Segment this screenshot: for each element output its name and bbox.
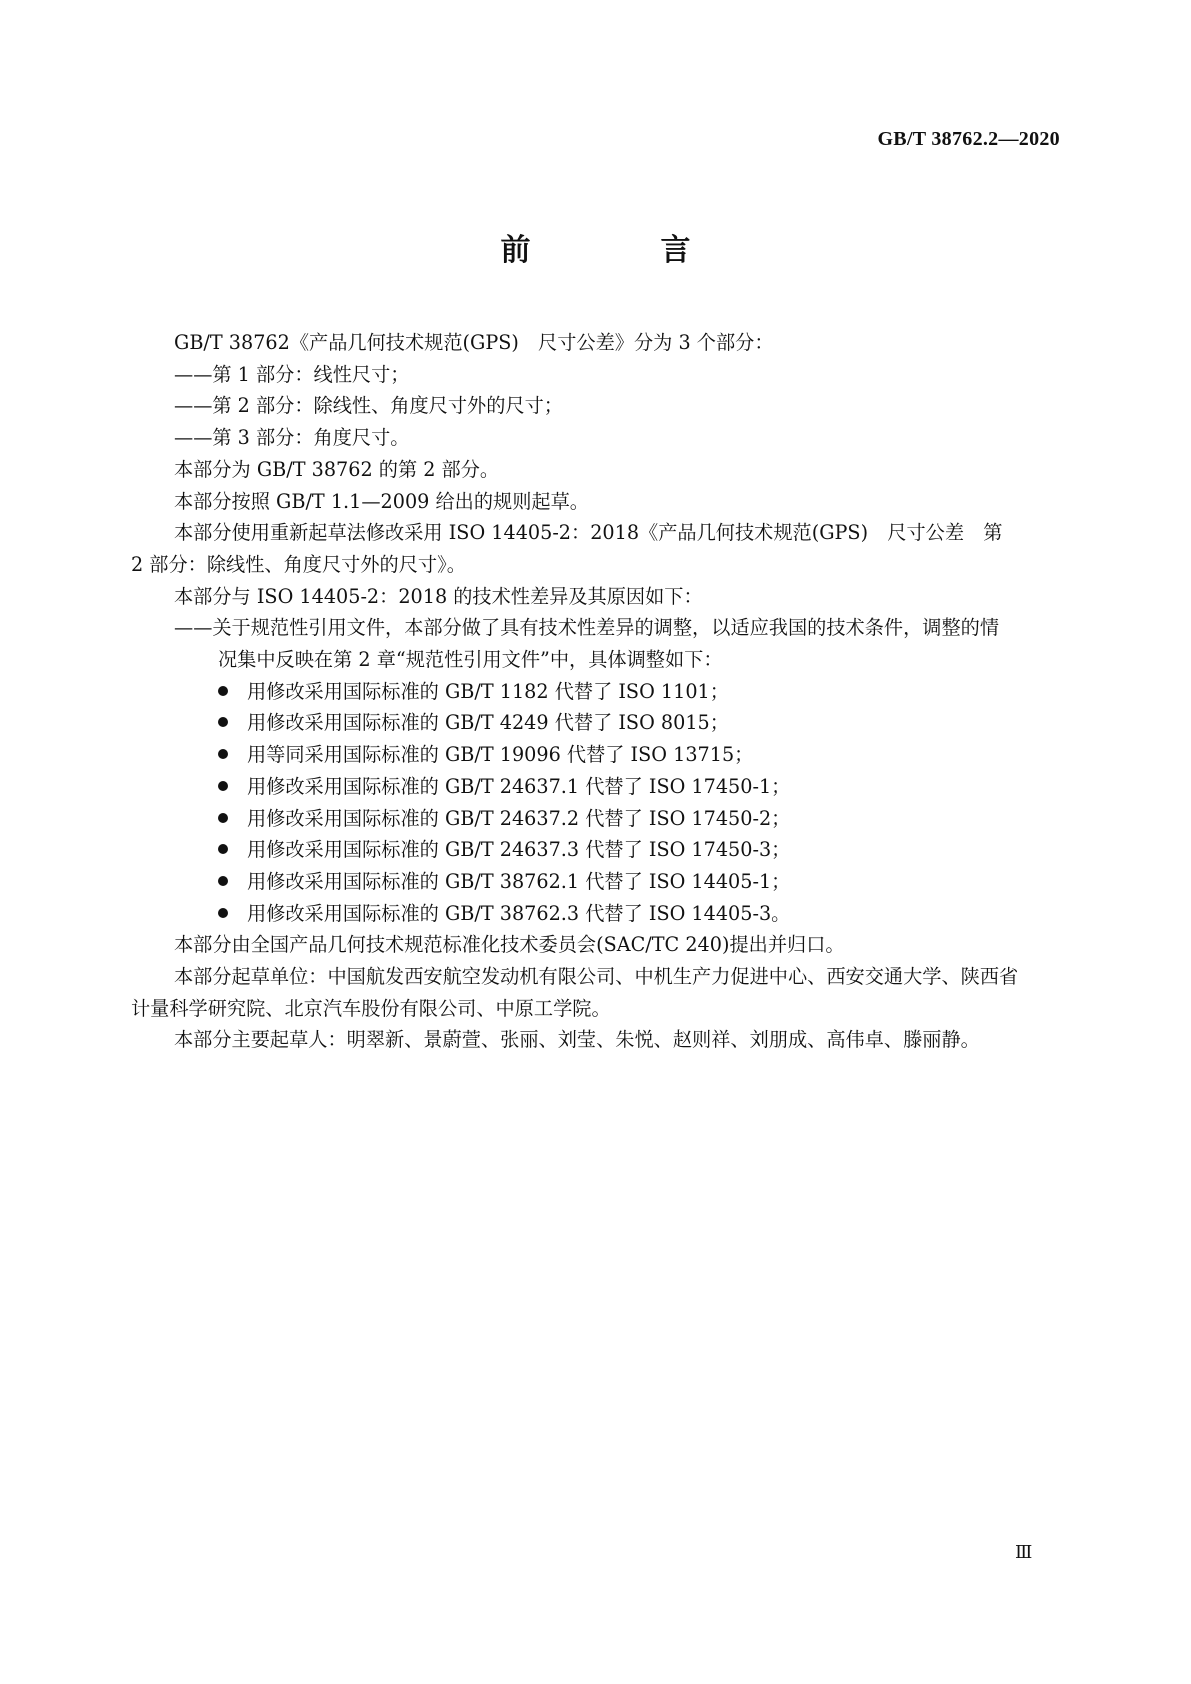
replacement-text: 用等同采用国际标准的 GB/T 19096 代替了 ISO 13715； [247,743,754,767]
drafters-paragraph: 本部分主要起草人：明翠新、景蔚萱、张丽、刘莹、朱悦、赵则祥、刘朋成、高伟卓、滕丽静。 [174,1028,980,1052]
differences-paragraph: 本部分与 ISO 14405-2：2018 的技术性差异及其原因如下： [174,584,703,608]
replacement-list-item [131,834,1061,866]
proposed-by-paragraph: 本部分由全国产品几何技术规范标准化技术委员会(SAC/TC 240)提出并归口。 [174,933,845,957]
replacement-list-item [131,866,1061,898]
bullet-icon [218,749,228,759]
replacement-list-item [131,771,1061,803]
part-item: ——第 1 部分：线性尺寸； [174,362,410,386]
replacement-text: 用修改采用国际标准的 GB/T 38762.1 代替了 ISO 14405-1； [247,869,791,893]
replacement-text: 用修改采用国际标准的 GB/T 38762.3 代替了 ISO 14405-3。 [247,901,791,925]
replacement-text: 用修改采用国际标准的 GB/T 4249 代替了 ISO 8015； [247,711,729,735]
foreword-body [131,327,1061,1056]
document-number: GB/T 38762.2—2020 [877,128,1060,150]
replacement-text: 用修改采用国际标准的 GB/T 1182 代替了 ISO 1101； [247,679,729,703]
drafting-rule-paragraph: 本部分按照 GB/T 1.1—2009 给出的规则起草。 [174,489,589,513]
bullet-icon [218,844,228,854]
difference-item-line: ——关于规范性引用文件，本部分做了具有技术性差异的调整，以适应我国的技术条件，调整的情 [174,616,1000,640]
replacement-text: 用修改采用国际标准的 GB/T 24637.2 代替了 ISO 17450-2； [247,806,791,830]
replacement-list-item [131,707,1061,739]
replacement-list-item [131,676,1061,708]
bullet-icon [218,781,228,791]
bullet-icon [218,813,228,823]
page-title: 前 言 [500,233,741,268]
page-number: Ⅲ [1015,1542,1033,1562]
drafting-units-line: 本部分起草单位：中国航发西安航空发动机有限公司、中机生产力促进中心、西安交通大学、陕西省 [174,965,1019,989]
replacement-list-item [131,739,1061,771]
replacement-list-item [131,898,1061,930]
intro-paragraph: GB/T 38762《产品几何技术规范(GPS) 尺寸公差》分为 3 个部分： [174,331,774,354]
part-item: ——第 2 部分：除线性、角度尺寸外的尺寸； [174,394,563,418]
part-item: ——第 3 部分：角度尺寸。 [174,426,410,450]
difference-item-line: 况集中反映在第 2 章“规范性引用文件”中，具体调整如下： [218,648,723,672]
adoption-paragraph-line: 本部分使用重新起草法修改采用 ISO 14405-2：2018《产品几何技术规范(GPS) 尺寸公差 第 [174,521,1003,545]
bullet-icon [218,686,228,696]
drafting-units-line: 计量科学研究院、北京汽车股份有限公司、中原工学院。 [131,996,611,1020]
replacement-text: 用修改采用国际标准的 GB/T 24637.3 代替了 ISO 17450-3； [247,838,791,862]
bullet-icon [218,908,228,918]
replacement-list-item [131,803,1061,835]
bullet-icon [218,717,228,727]
part-of-paragraph: 本部分为 GB/T 38762 的第 2 部分。 [174,457,500,481]
replacement-text: 用修改采用国际标准的 GB/T 24637.1 代替了 ISO 17450-1； [247,774,791,798]
bullet-icon [218,876,228,886]
adoption-paragraph-line: 2 部分：除线性、角度尺寸外的尺寸》。 [131,552,466,576]
